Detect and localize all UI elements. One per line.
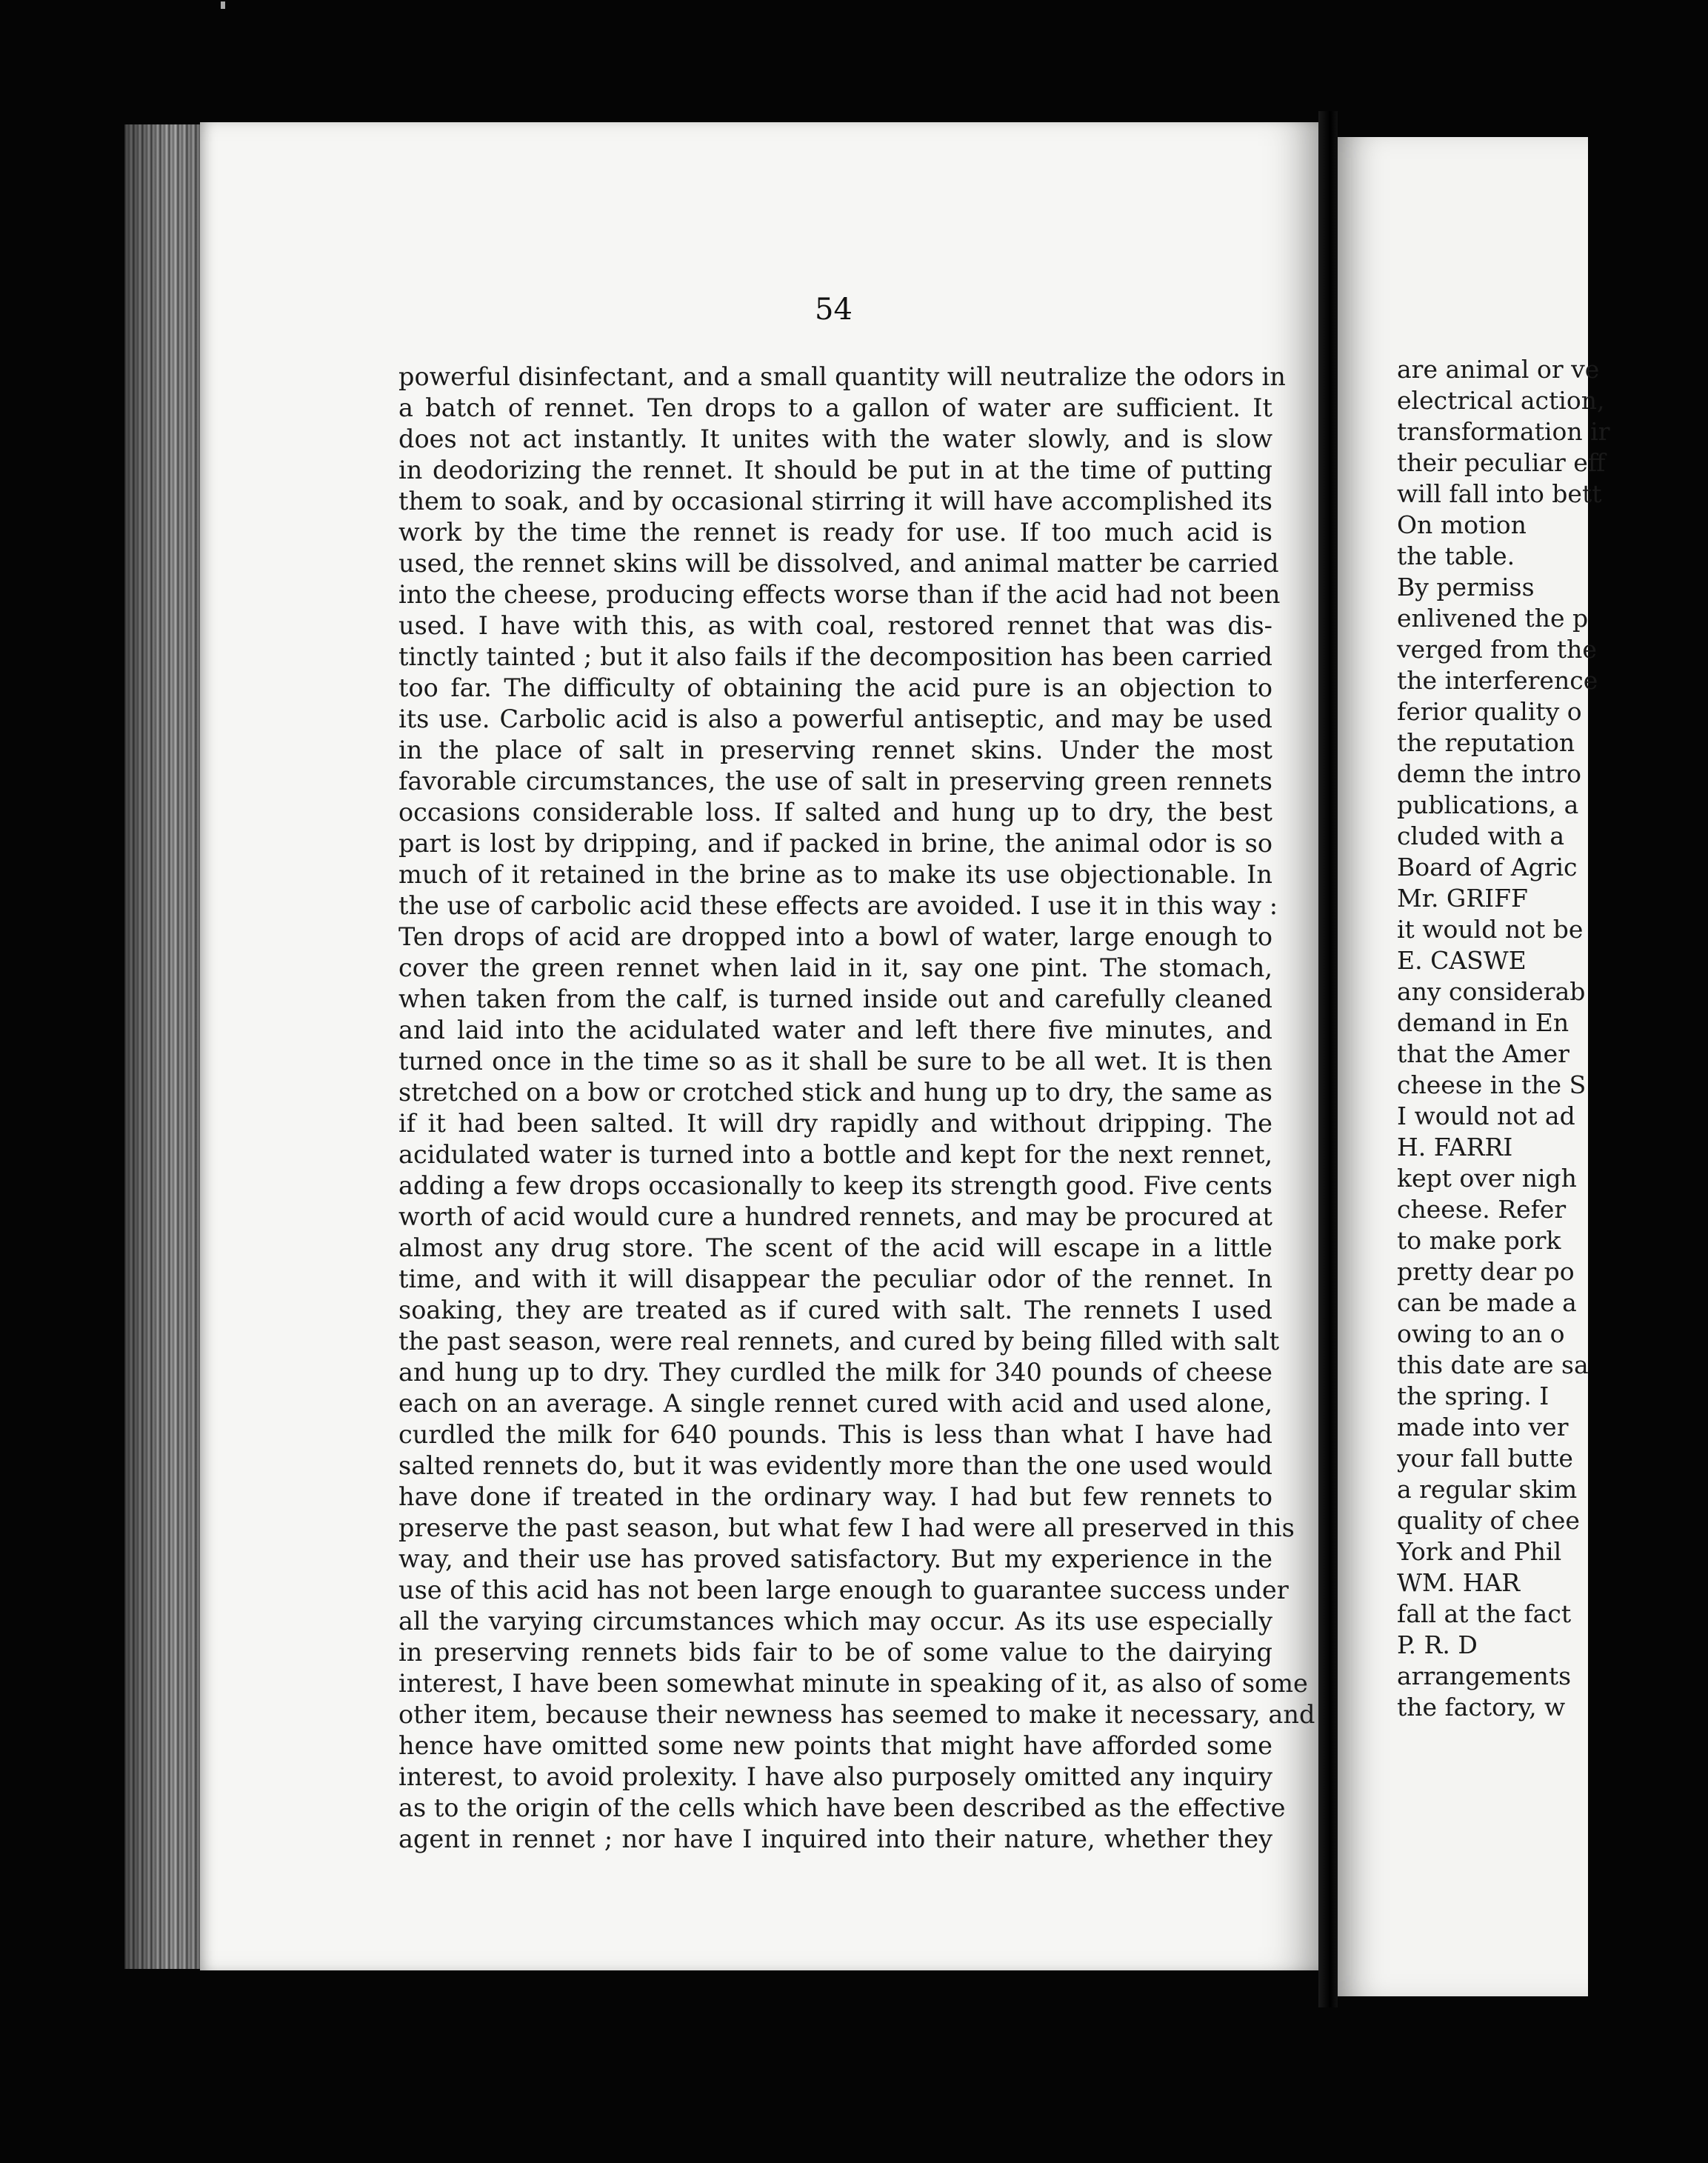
text-line: the use of carbolic acid these effects are avoided. I use it in this way : — [398, 891, 1278, 920]
text-line: electrical action, — [1397, 386, 1605, 415]
text-line: powerful disinfectant, and a small quantity will neutralize the odors in — [398, 362, 1286, 391]
text-line: their peculiar eff — [1397, 448, 1606, 477]
text-line: acidulated water is turned into a bottle and kept for the next rennet, — [398, 1140, 1272, 1169]
text-line: On motion — [1397, 510, 1527, 539]
text-line: each on an average. A single rennet cured with acid and used alone, — [398, 1389, 1272, 1418]
text-line: this date are sa — [1397, 1350, 1589, 1379]
text-line: salted rennets do, but it was evidently more than the one used would — [398, 1451, 1272, 1480]
text-line: agent in rennet ; nor have I inquired into their nature, whether they — [398, 1824, 1272, 1853]
text-line: P. R. D — [1397, 1630, 1478, 1659]
text-line: a regular skim — [1397, 1475, 1578, 1504]
text-line: cheese. Refer — [1397, 1195, 1567, 1224]
text-line: time, and with it will disappear the peculiar odor of the rennet. In — [398, 1264, 1272, 1293]
text-line: use of this acid has not been large enough to guarantee success under — [398, 1576, 1289, 1604]
text-line: quality of chee — [1397, 1506, 1580, 1535]
text-line: the factory, w — [1397, 1693, 1566, 1722]
text-line: into the cheese, producing effects worse than if the acid had not been — [398, 580, 1281, 609]
text-line: it would not be — [1397, 915, 1584, 944]
text-line: the table. — [1397, 541, 1515, 570]
text-line: favorable circumstances, the use of salt in preserving green rennets — [398, 767, 1272, 796]
text-line: arrangements — [1397, 1662, 1572, 1690]
text-line: curdled the milk for 640 pounds. This is less than what I have had — [398, 1420, 1272, 1449]
text-line: publications, a — [1397, 790, 1579, 819]
page-edges — [124, 124, 204, 1969]
right-page-text — [1397, 354, 1708, 1723]
text-line: as to the origin of the cells which have been described as the effective — [398, 1793, 1286, 1822]
text-line: I would not ad — [1397, 1102, 1575, 1130]
text-line: are animal or ve — [1397, 355, 1600, 384]
text-line: cheese in the S — [1397, 1070, 1587, 1099]
text-line: a batch of rennet. Ten drops to a gallon of water are sufficient. It — [398, 393, 1272, 422]
text-line: have done if treated in the ordinary way. I had but few rennets to — [398, 1482, 1272, 1511]
text-line: interest, I have been somewhat minute in speaking of it, as also of some — [398, 1669, 1308, 1698]
text-line: your fall butte — [1397, 1444, 1573, 1473]
text-line: kept over nigh — [1397, 1164, 1577, 1193]
text-line: its use. Carbolic acid is also a powerful antiseptic, and may be used — [398, 704, 1272, 733]
text-line: By permiss — [1397, 573, 1535, 601]
text-line: E. CASWE — [1397, 946, 1527, 975]
text-line: made into ver — [1397, 1413, 1569, 1442]
text-line: stretched on a bow or crotched stick and hung up to dry, the same as — [398, 1078, 1272, 1107]
text-line: if it had been salted. It will dry rapidly and without dripping. The — [398, 1109, 1272, 1138]
text-line: pretty dear po — [1397, 1257, 1575, 1286]
text-line: part is lost by dripping, and if packed in brine, the animal odor is so — [398, 829, 1272, 858]
text-line: tinctly tainted ; but it also fails if the decomposition has been carried — [398, 642, 1272, 671]
text-line: the reputation — [1397, 728, 1575, 757]
text-line: fall at the fact — [1397, 1599, 1572, 1628]
text-line: cover the green rennet when laid in it, say one pint. The stomach, — [398, 953, 1272, 982]
text-line: too far. The difficulty of obtaining the acid pure is an objection to — [398, 673, 1272, 702]
text-line: WM. HAR — [1397, 1568, 1521, 1597]
text-line: the spring. I — [1397, 1382, 1549, 1410]
text-line: owing to an o — [1397, 1319, 1565, 1348]
text-line: turned once in the time so as it shall be sure to be all wet. It is then — [398, 1047, 1272, 1076]
text-line: does not act instantly. It unites with the water slowly, and is slow — [398, 424, 1272, 453]
text-line: the interference — [1397, 666, 1598, 695]
text-line: the past season, were real rennets, and cured by being filled with salt — [398, 1327, 1280, 1356]
text-line: when taken from the calf, is turned inside out and carefully cleaned — [398, 984, 1272, 1013]
text-line: used, the rennet skins will be dissolved, and animal matter be carried — [398, 549, 1279, 578]
text-line: way, and their use has proved satisfactory. But my experience in the — [398, 1544, 1272, 1573]
text-line: enlivened the p — [1397, 604, 1589, 633]
text-line: to make pork — [1397, 1226, 1561, 1255]
text-line: demand in En — [1397, 1008, 1569, 1037]
book-gutter — [1318, 111, 1338, 2007]
text-line: and laid into the acidulated water and left there five minutes, and — [398, 1016, 1272, 1044]
text-line: Mr. GRIFF — [1397, 884, 1528, 913]
text-line: interest, to avoid prolexity. I have also purposely omitted any inquiry — [398, 1762, 1272, 1791]
text-line: any considerab — [1397, 977, 1586, 1006]
text-line: cluded with a — [1397, 821, 1565, 850]
text-line: hence have omitted some new points that might have afforded some — [398, 1731, 1272, 1760]
text-line: that the Amer — [1397, 1039, 1569, 1068]
text-line: Ten drops of acid are dropped into a bowl of water, large enough to — [398, 922, 1272, 951]
text-line: in deodorizing the rennet. It should be put in at the time of putting — [398, 456, 1272, 484]
text-line: used. I have with this, as with coal, restored rennet that was dis- — [398, 611, 1272, 640]
text-line: in preserving rennets bids fair to be of some value to the dairying — [398, 1638, 1272, 1667]
text-line: worth of acid would cure a hundred rennets, and may be procured at — [398, 1202, 1272, 1231]
text-line: Board of Agric — [1397, 853, 1578, 881]
page-number: 54 — [815, 293, 853, 327]
text-line: H. FARRI — [1397, 1133, 1513, 1162]
text-line: much of it retained in the brine as to make its use objectionable. In — [398, 860, 1272, 889]
text-line: occasions considerable loss. If salted and hung up to dry, the best — [398, 798, 1272, 827]
text-line: transformation ir — [1397, 417, 1610, 446]
text-line: York and Phil — [1397, 1537, 1562, 1566]
text-line: and hung up to dry. They curdled the milk for 340 pounds of cheese — [398, 1358, 1272, 1387]
text-line: them to soak, and by occasional stirring it will have accomplished its — [398, 487, 1272, 516]
text-line: all the varying circumstances which may occur. As its use especially — [398, 1607, 1272, 1636]
scan-corner-mark — [221, 1, 225, 9]
text-line: will fall into bett — [1397, 479, 1602, 508]
text-line: verged from the — [1397, 635, 1597, 664]
text-line: can be made a — [1397, 1288, 1577, 1317]
text-line: adding a few drops occasionally to keep its strength good. Five cents — [398, 1171, 1272, 1200]
text-line: in the place of salt in preserving rennet skins. Under the most — [398, 736, 1272, 764]
left-page-text — [398, 361, 1315, 1855]
text-line: demn the intro — [1397, 759, 1581, 788]
text-line: ferior quality o — [1397, 697, 1582, 726]
text-line: work by the time the rennet is ready for use. If too much acid is — [398, 518, 1272, 547]
text-line: soaking, they are treated as if cured with salt. The rennets I used — [398, 1296, 1272, 1324]
text-line: preserve the past season, but what few I had were all preserved in this — [398, 1513, 1295, 1542]
text-line: almost any drug store. The scent of the acid will escape in a little — [398, 1233, 1272, 1262]
text-line: other item, because their newness has seemed to make it necessary, and — [398, 1700, 1315, 1729]
